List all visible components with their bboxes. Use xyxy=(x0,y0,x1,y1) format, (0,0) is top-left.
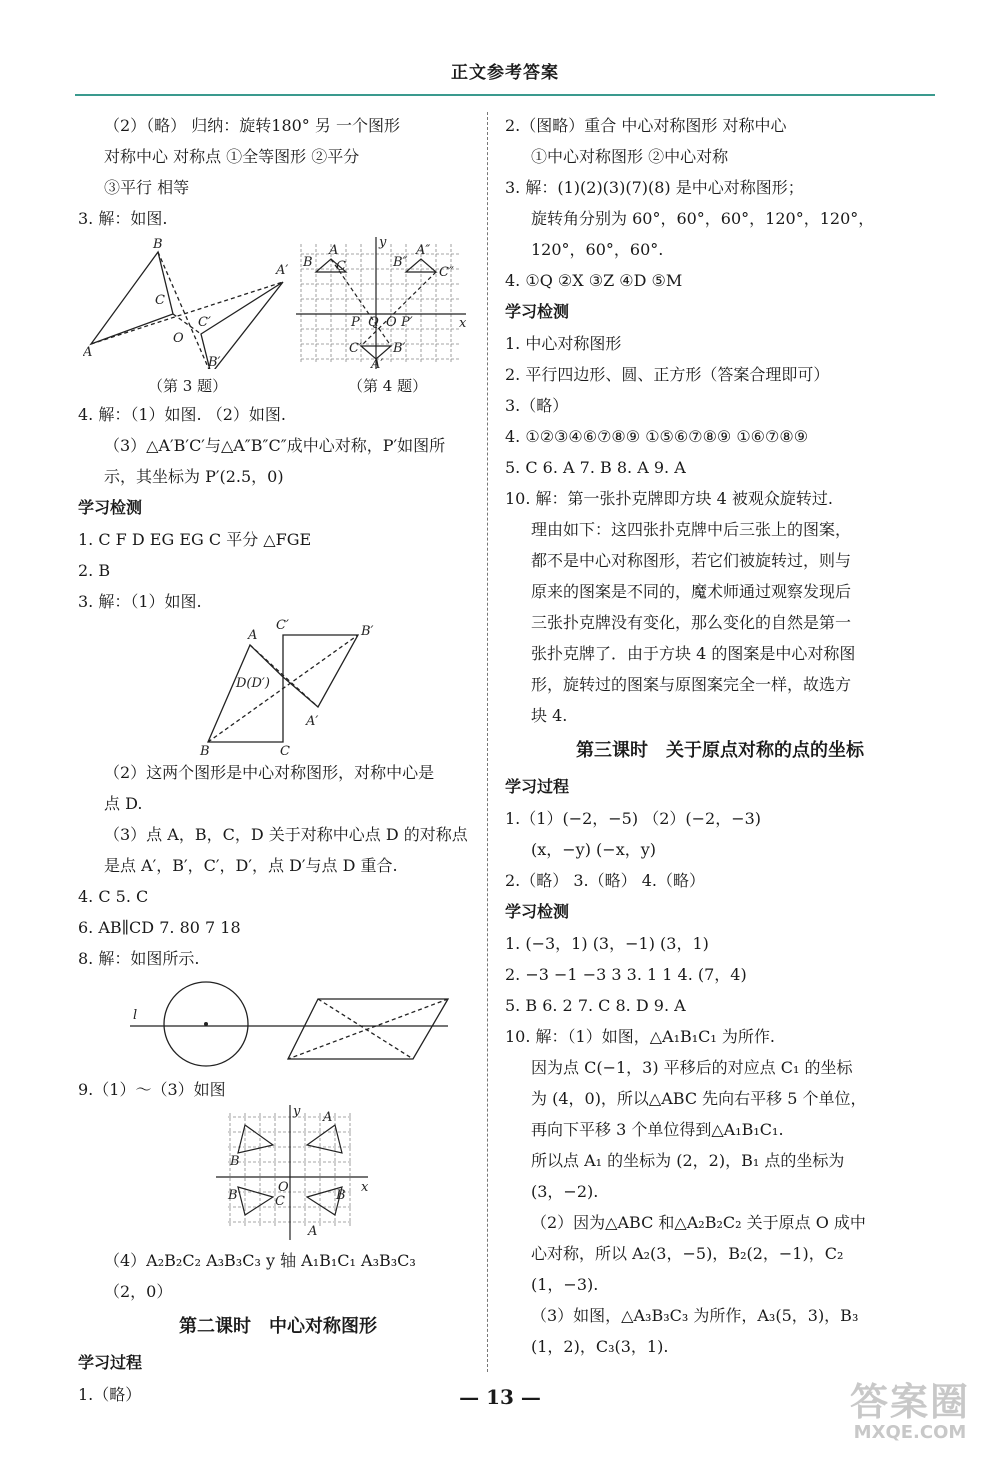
text-line: （2）这两个图形是中心对称图形，对称中心是 xyxy=(104,763,435,782)
text-line: 2. 平行四边形、圆、正方形（答案合理即可） xyxy=(505,365,830,384)
text-line: 8. 解：如图所示. xyxy=(78,949,200,968)
text-line: 5. C 6. A 7. B 8. A 9. A xyxy=(505,458,686,477)
figures-3-4 xyxy=(78,234,478,399)
svg-text:y: y xyxy=(293,1105,301,1119)
svg-text:C: C xyxy=(280,744,290,757)
text-line: 原来的图案是不同的，魔术师通过观察发现后 xyxy=(531,582,852,601)
text-line: 4. ①②③④⑥⑦⑧⑨ ①⑤⑥⑦⑧⑨ ①⑥⑦⑧⑨ xyxy=(505,427,809,446)
section-heading: 学习过程 xyxy=(78,1353,143,1372)
svg-text:A: A xyxy=(83,345,93,360)
svg-text:A′: A′ xyxy=(371,357,384,369)
text-line: 因为点 C(−1，3) 平移后的对应点 C₁ 的坐标 xyxy=(531,1058,853,1077)
text-line: 2.（略） 3.（略） 4.（略） xyxy=(505,871,705,890)
text-line: 4. ①Q ②X ③Z ④D ⑤M xyxy=(505,271,683,290)
text-line: （2）（略） 归纳：旋转180° 另 一个图形 xyxy=(104,116,400,135)
section-heading: 学习过程 xyxy=(505,777,570,796)
text-line: ①中心对称图形 ②中心对称 xyxy=(531,147,729,166)
text-line: 所以点 A₁ 的坐标为 (2，2)，B₁ 点的坐标为 xyxy=(531,1151,845,1170)
svg-text:B: B xyxy=(153,237,163,252)
text-line: 都不是中心对称图形，若它们被旋转过，则与 xyxy=(531,551,852,570)
text-line: 1. (−3，1) (3，−1) (3，1) xyxy=(505,934,709,953)
svg-text:A: A xyxy=(248,628,258,643)
text-line: 点 D. xyxy=(104,794,143,813)
lesson-title: 第二课时 中心对称图形 xyxy=(179,1316,377,1337)
text-line: 三张扑克牌没有变化，那么变化的自然是第一 xyxy=(531,613,852,632)
text-line: （3）如图，△A₃B₃C₃ 为所作，A₃(5，3)，B₃ xyxy=(531,1306,859,1325)
svg-text:B: B xyxy=(228,1188,238,1203)
text-line: 3. 解：(1)(2)(3)(7)(8) 是中心对称图形； xyxy=(505,178,804,197)
text-line: 2.（图略）重合 中心对称图形 对称中心 xyxy=(505,116,787,135)
svg-text:C: C xyxy=(155,293,165,308)
svg-text:A″: A″ xyxy=(416,243,431,258)
watermark-logo xyxy=(835,1382,985,1444)
svg-text:C′: C′ xyxy=(349,341,362,356)
watermark-line2: MXQE.COM xyxy=(853,1422,967,1443)
svg-text:C′: C′ xyxy=(276,618,289,633)
svg-text:P′: P′ xyxy=(401,315,413,330)
watermark-line1: 答案圈 xyxy=(849,1380,970,1424)
figure-q9 xyxy=(78,1105,478,1245)
svg-text:C″: C″ xyxy=(439,265,454,280)
svg-text:B: B xyxy=(230,1154,240,1169)
svg-text:A: A xyxy=(329,243,339,258)
text-line: ③平行 相等 xyxy=(104,178,190,197)
text-line: （2，0） xyxy=(104,1282,173,1301)
text-line: 心对称，所以 A₂(3，−5)，B₂(2，−1)，C₂ xyxy=(531,1244,844,1263)
text-line: 10. 解：（1）如图，△A₁B₁C₁ 为所作. xyxy=(505,1027,775,1046)
svg-text:O: O xyxy=(278,1180,289,1195)
text-line: 示，其坐标为 P′(2.5，0) xyxy=(104,467,284,486)
svg-text:O: O xyxy=(173,331,184,346)
text-line: 120°，60°，60°. xyxy=(531,240,664,259)
figure-q3-detection xyxy=(78,617,478,757)
text-line: 9.（1）～（3）如图 xyxy=(78,1080,226,1099)
text-line: 理由如下：这四张扑克牌中后三张上的图案， xyxy=(531,520,852,539)
svg-text:B: B xyxy=(336,1188,346,1203)
text-line: 4. 解：（1）如图. （2）如图. xyxy=(78,405,286,424)
page-header: 正文参考答案 xyxy=(451,63,559,83)
svg-text:C: C xyxy=(275,1194,285,1209)
svg-text:B′: B′ xyxy=(208,355,221,369)
text-line: 5. B 6. 2 7. C 8. D 9. A xyxy=(505,996,686,1015)
section-heading: 学习检测 xyxy=(505,302,570,321)
text-line: 10. 解：第一张扑克牌即方块 4 被观众旋转过. xyxy=(505,489,833,508)
lesson-title: 第三课时 关于原点对称的点的坐标 xyxy=(576,740,864,761)
svg-text:A: A xyxy=(308,1224,318,1239)
svg-text:A′: A′ xyxy=(276,263,288,278)
text-line: （3）点 A，B，C，D 关于对称中心点 D 的对称点 xyxy=(104,825,468,844)
figure-q8 xyxy=(78,974,478,1074)
svg-text:B: B xyxy=(200,744,210,757)
svg-text:C′: C′ xyxy=(198,315,211,330)
svg-text:y: y xyxy=(379,235,387,250)
column-divider xyxy=(487,112,488,1372)
text-line: 3.（略） xyxy=(505,396,569,415)
text-line: (x，−y) (−x，y) xyxy=(531,840,656,859)
figure-3-caption: （第 3 题） xyxy=(148,377,228,395)
text-line: 4. C 5. C xyxy=(78,887,149,906)
text-line: 块 4. xyxy=(531,706,568,725)
svg-text:x: x xyxy=(361,1180,369,1195)
text-line: 对称中心 对称点 ①全等图形 ②平分 xyxy=(104,147,360,166)
svg-text:P: P xyxy=(351,315,360,330)
text-line: 再向下平移 3 个单位得到△A₁B₁C₁. xyxy=(531,1120,784,1139)
text-line: (3，−2). xyxy=(531,1182,599,1201)
text-line: 2. B xyxy=(78,561,111,580)
svg-text:C: C xyxy=(336,259,346,274)
text-line: (1，2)，C₃(3，1). xyxy=(531,1337,669,1356)
text-line: 2. −3 −1 −3 3 3. 1 1 4. (7，4) xyxy=(505,965,747,984)
text-line: 1. C F D EG EG C 平分 △FGE xyxy=(78,530,312,549)
text-line: （2）因为△ABC 和△A₂B₂C₂ 关于原点 O 成中 xyxy=(531,1213,866,1232)
page-number: — 13 — xyxy=(459,1385,541,1409)
text-line: 张扑克牌了．由于方块 4 的图案是中心对称图 xyxy=(531,644,856,663)
text-line: 6. AB∥CD 7. 80 7 18 xyxy=(78,918,241,937)
svg-text:B″: B″ xyxy=(393,255,408,270)
text-line: 3. 解：如图. xyxy=(78,209,168,228)
figure-q3 xyxy=(83,234,288,369)
right-column xyxy=(505,110,935,1362)
text-line: (1，−3). xyxy=(531,1275,599,1294)
text-line: 是点 A′，B′，C′，D′，点 D′与点 D 重合. xyxy=(104,856,398,875)
text-line: （3）△A′B′C′与△A″B″C″成中心对称，P′如图所 xyxy=(104,436,446,455)
left-column xyxy=(78,110,478,1410)
figure-q4 xyxy=(291,234,471,369)
svg-text:x: x xyxy=(459,316,467,331)
svg-text:O: O xyxy=(386,315,397,330)
text-line: 旋转角分别为 60°，60°，60°，120°，120°， xyxy=(531,209,875,228)
svg-text:A: A xyxy=(323,1110,333,1125)
svg-text:B: B xyxy=(303,255,313,270)
text-line: 1. 中心对称图形 xyxy=(505,334,622,353)
section-heading: 学习检测 xyxy=(505,902,570,921)
text-line: 1.（略） xyxy=(78,1385,142,1404)
svg-text:D(D′): D(D′) xyxy=(236,676,270,691)
svg-text:B′: B′ xyxy=(393,341,406,356)
section-heading: 学习检测 xyxy=(78,498,143,517)
svg-text:l: l xyxy=(133,1008,138,1023)
text-line: （4）A₂B₂C₂ A₃B₃C₃ y 轴 A₁B₁C₁ A₃B₃C₃ xyxy=(104,1251,416,1270)
figure-4-caption: （第 4 题） xyxy=(348,377,428,395)
svg-text:B′: B′ xyxy=(361,624,374,639)
svg-text:Q: Q xyxy=(368,315,379,330)
text-line: 形，旋转过的图案与原图案完全一样，故选方 xyxy=(531,675,852,694)
svg-text:A′: A′ xyxy=(306,714,319,729)
text-line: 3. 解：（1）如图. xyxy=(78,592,202,611)
text-line: 1.（1）(−2，−5) （2）(−2，−3) xyxy=(505,809,762,828)
header-rule xyxy=(75,94,935,96)
text-line: 为 (4，0)，所以△ABC 先向右平移 5 个单位， xyxy=(531,1089,867,1108)
